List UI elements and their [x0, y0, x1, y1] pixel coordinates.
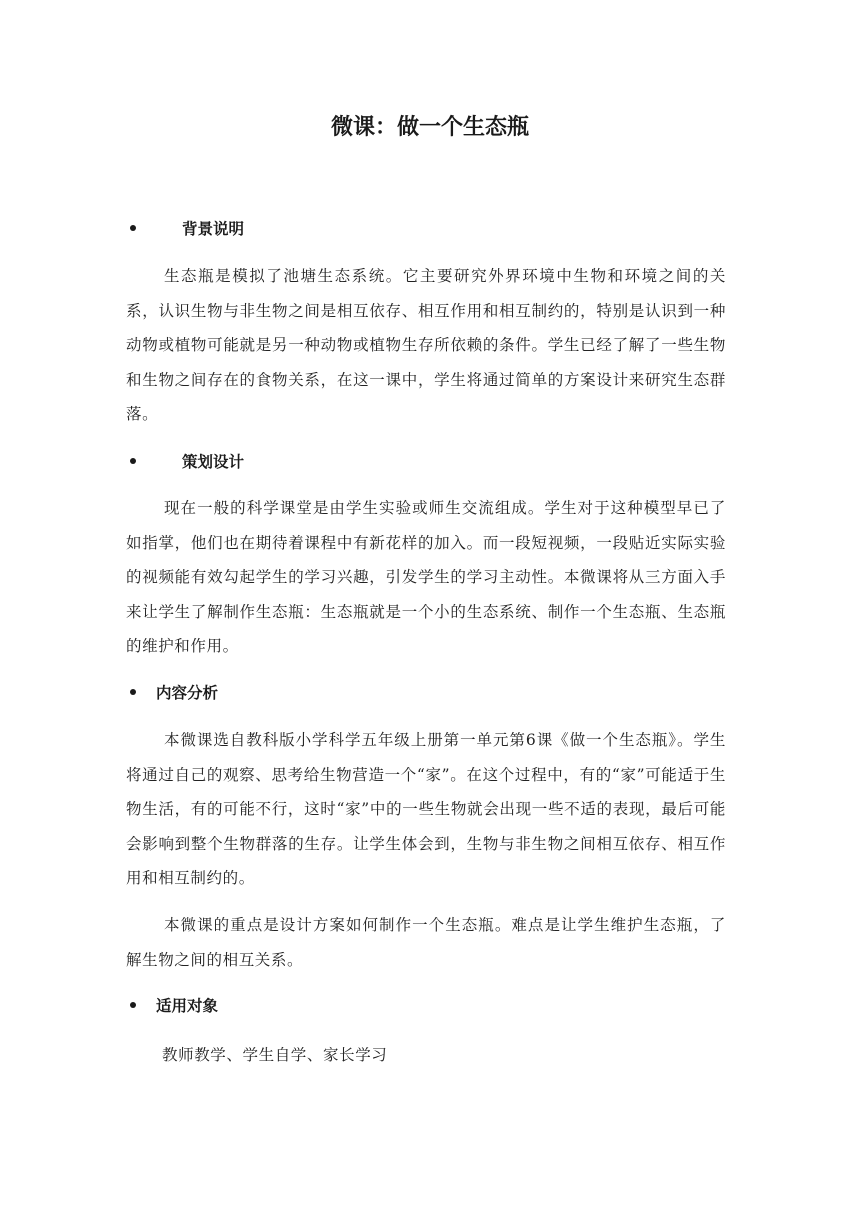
bullet-icon	[130, 225, 136, 231]
section-heading-planning	[130, 450, 244, 474]
document-title: 微课：做一个生态瓶	[330, 115, 529, 140]
section-heading-label: 适用对象	[156, 997, 219, 1015]
section-paragraph: 本微课选自教科版小学科学五年级上册第一单元第6课《做一个生态瓶》。学生将通过自己的观察、思考给生物营造一个“家”。在这个过程中，有的“家”可能适于生物生活，有的可能不行，这时“家”中的一些生物就会出现一些不适的表现，最后可能会影响到整个生物群落的生存。让学生体会到，生物与非生物之间相互依存、相互作用和相互制约的。	[126, 731, 726, 887]
section-heading-label: 背景说明	[182, 220, 245, 238]
section-paragraph: 现在一般的科学课堂是由学生实验或师生交流组成。学生对于这种模型早已了如指掌，他们也在期待着课程中有新花样的加入。而一段短视频，一段贴近实际实验的视频能有效勾起学生的学习兴趣，引发学生的学习主动性。本微课将从三方面入手来让学生了解制作生态瓶：生态瓶就是一个小的生态系统、制作一个生态瓶、生态瓶的维护和作用。	[126, 499, 726, 655]
section-paragraph: 生态瓶是模拟了池塘生态系统。它主要研究外界环境中生物和环境之间的关系，认识生物与非生物之间是相互依存、相互作用和相互制约的，特别是认识到一种动物或植物可能就是另一种动物或植物生存所依赖的条件。学生已经了解了一些生物和生物之间存在的食物关系，在这一课中，学生将通过简单的方案设计来研究生态群落。	[126, 267, 726, 423]
section-heading-label: 内容分析	[156, 684, 219, 702]
bullet-icon	[130, 1002, 136, 1008]
section-heading-background	[130, 217, 244, 241]
bullet-icon	[130, 458, 136, 464]
bullet-icon	[130, 689, 136, 695]
section-paragraph: 本微课的重点是设计方案如何制作一个生态瓶。难点是让学生维护生态瓶，了解生物之间的相互关系。	[126, 916, 726, 969]
section-heading-audience	[130, 994, 218, 1018]
section-heading-label: 策划设计	[182, 453, 245, 471]
section-heading-content-analysis	[130, 681, 218, 705]
section-paragraph: 教师教学、学生自学、家长学习	[162, 1046, 388, 1064]
